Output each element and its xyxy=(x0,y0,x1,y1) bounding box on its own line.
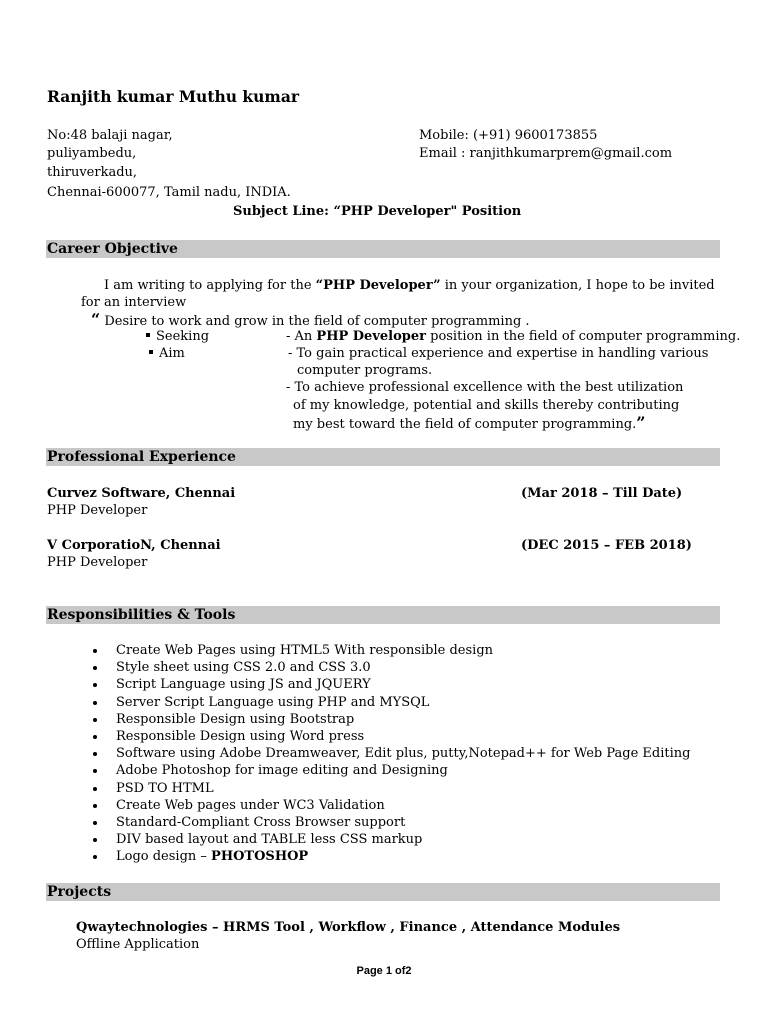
aim-label-text: Aim xyxy=(159,346,185,361)
project-title: Qwaytechnologies – HRMS Tool , Workflow , Finance , Attendance Modules xyxy=(76,920,621,935)
project-type: Offline Application xyxy=(76,937,200,952)
seeking-label xyxy=(146,328,209,346)
job-dates: (Mar 2018 – Till Date) xyxy=(521,486,683,501)
job-dates: (DEC 2015 – FEB 2018) xyxy=(521,538,692,553)
aim-line: - To gain practical experience and expertise in handling various xyxy=(288,346,709,361)
address-line: puliyambedu, xyxy=(47,146,137,161)
address-line: thiruverkadu, xyxy=(47,165,138,180)
seeking-role: PHP Developer xyxy=(316,329,426,344)
job-role: PHP Developer xyxy=(47,555,148,570)
list-item: Responsible Design using Word press xyxy=(116,728,690,745)
list-item: DIV based layout and TABLE less CSS markup xyxy=(116,831,690,848)
intro-text-end: in your organization, I hope to be invited xyxy=(440,278,715,293)
list-item: Adobe Photoshop for image editing and Designing xyxy=(116,762,690,779)
list-item: Responsible Design using Bootstrap xyxy=(116,711,690,728)
responsibilities-list xyxy=(70,642,690,865)
aim-label xyxy=(149,345,185,363)
list-item: Style sheet using CSS 2.0 and CSS 3.0 xyxy=(116,659,690,676)
seeking-post: position in the field of computer programming. xyxy=(425,329,741,344)
seeking-label-text: Seeking xyxy=(156,329,210,344)
aim-line-text: my best toward the field of computer programming. xyxy=(293,417,637,432)
subject-line xyxy=(233,203,521,221)
section-heading-experience: Professional Experience xyxy=(46,448,720,466)
mobile-number: Mobile: (+91) 9600173855 xyxy=(419,128,598,143)
close-quote: ” xyxy=(636,413,646,432)
list-item: Server Script Language using PHP and MYSQL xyxy=(116,694,690,711)
intro-text: I am writing to applying for the xyxy=(104,278,316,293)
square-bullet-icon xyxy=(146,333,150,337)
aim-line: - To achieve professional excellence with the best utilization xyxy=(286,380,684,395)
job-company: Curvez Software, Chennai xyxy=(47,486,236,501)
email-address: Email : ranjithkumarprem@gmail.com xyxy=(419,146,673,161)
intro-role: “PHP Developer” xyxy=(315,278,441,293)
desire-text: Desire to work and grow in the field of computer programming . xyxy=(100,314,530,329)
list-item: PSD TO HTML xyxy=(116,780,690,797)
list-item-text: Logo design – xyxy=(116,849,212,865)
aim-line: computer programs. xyxy=(297,363,433,378)
section-heading-responsibilities: Responsibilities & Tools xyxy=(46,606,720,624)
candidate-name: Ranjith kumar Muthu kumar xyxy=(47,87,300,106)
open-quote: “ xyxy=(91,310,101,329)
page-number: Page 1 of2 xyxy=(356,965,412,977)
subject-label: Subject Line: xyxy=(233,204,329,219)
aim-line: of my knowledge, potential and skills thereby contributing xyxy=(293,398,680,413)
section-heading-projects: Projects xyxy=(46,883,720,901)
job-company: V CorporatioN, Chennai xyxy=(47,538,221,553)
job-role: PHP Developer xyxy=(47,503,148,518)
list-item: Software using Adobe Dreamweaver, Edit plus, putty,Notepad++ for Web Page Editing xyxy=(116,746,691,762)
list-item: Create Web pages under WC3 Validation xyxy=(116,797,690,814)
address-line: Chennai-600077, Tamil nadu, INDIA. xyxy=(47,185,291,200)
subject-value: “PHP Developer" Position xyxy=(333,204,522,219)
aim-line-last xyxy=(293,414,646,434)
section-heading-career: Career Objective xyxy=(46,240,720,258)
list-item-bold: PHOTOSHOP xyxy=(211,849,309,865)
career-intro-line2: for an interview xyxy=(81,295,187,310)
list-item xyxy=(116,848,690,865)
square-bullet-icon xyxy=(149,350,153,354)
list-item: Create Web Pages using HTML5 With responsible design xyxy=(116,642,690,659)
list-item: Standard-Compliant Cross Browser support xyxy=(116,814,690,831)
career-intro xyxy=(104,277,715,295)
seeking-text xyxy=(286,328,740,346)
seeking-pre: - An xyxy=(286,329,317,344)
address-line: No:48 balaji nagar, xyxy=(47,128,173,143)
list-item: Script Language using JS and JQUERY xyxy=(116,676,690,693)
